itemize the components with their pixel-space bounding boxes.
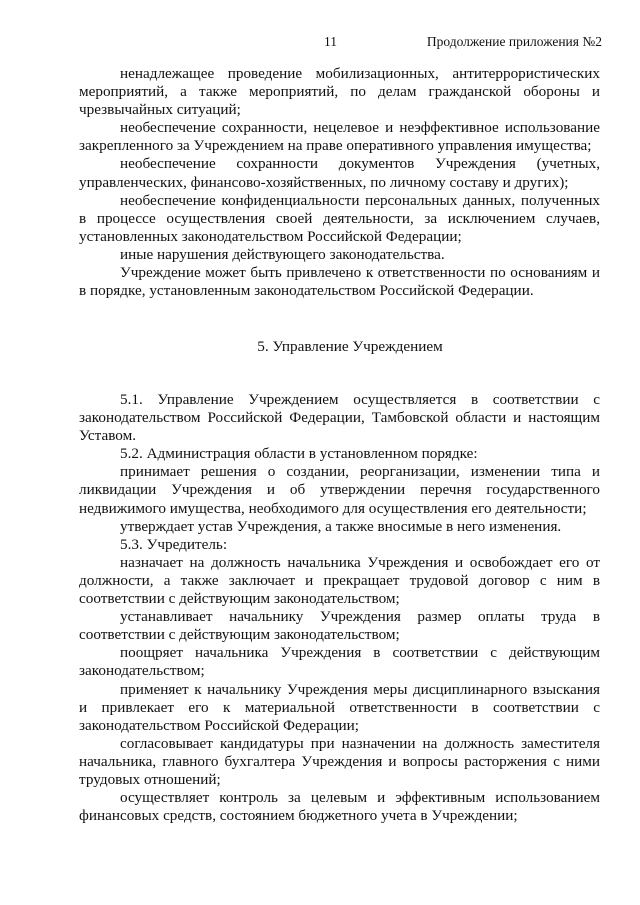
paragraph: поощряет начальника Учреждения в соответствии с действующим законодательством; (79, 644, 600, 680)
paragraph: согласовывает кандидатуры при назначении на должность заместителя начальника, главного бухгалтера Учреждения и вопросы расторжения с ними трудовых отношений; (79, 734, 600, 788)
paragraph: устанавливает начальнику Учреждения размер оплаты труда в соответствии с действующим законодательством; (79, 608, 600, 644)
paragraph: необеспечение сохранности, нецелевое и неэффективное использование закрепленного за Учреждением на праве оперативного управления имущества; (79, 119, 600, 155)
paragraph: утверждает устав Учреждения, а также вносимые в него изменения. (120, 517, 562, 535)
paragraph: иные нарушения действующего законодательства. (120, 245, 445, 263)
paragraph: Учреждение может быть привлечено к ответственности по основаниям и в порядке, установленным законодательством Российской Федерации. (79, 264, 600, 300)
paragraph: 5.3. Учредитель: (120, 535, 228, 553)
paragraph: 5.1. Управление Учреждением осуществляется в соответствии с законодательством Российской Федерации, Тамбовской области и настоящим Уставом. (79, 391, 600, 445)
appendix-continuation-note: Продолжение приложения №2 (426, 34, 602, 49)
page-number: 11 (324, 34, 337, 49)
paragraph: принимает решения о создании, реорганизации, изменении типа и ликвидации Учреждения и об утверждении перечня государственного недвижимого имущества, необходимого для осуществления его деятельности; (79, 463, 600, 517)
liability-list (79, 65, 600, 300)
paragraph: назначает на должность начальника Учреждения и освобождает его от должности, а также заключает и прекращает трудовой договор с ним в соответствии с действующим законодательством; (79, 553, 600, 608)
paragraph: осуществляет контроль за целевым и эффективным использованием финансовых средств, состоянием бюджетного учета в Учреждении; (79, 789, 600, 825)
section-heading: 5. Управление Учреждением (257, 338, 443, 355)
paragraph: необеспечение конфиденциальности персональных данных, полученных в процессе осуществления своей деятельности, за исключением случаев, установленных законодательством Российской Федерации; (79, 191, 600, 245)
paragraph: необеспечение сохранности документов Учреждения (учетных, управленческих, финансово-хозяйственных, по личному составу и других); (79, 155, 600, 191)
management-section (79, 391, 600, 825)
paragraph: ненадлежащее проведение мобилизационных, антитеррористических мероприятий, а также мероприятий, по делам гражданской обороны и чрезвычайных ситуаций; (79, 65, 600, 119)
paragraph: применяет к начальнику Учреждения меры дисциплинарного взыскания и привлекает его к материальной ответственности в соответствии с законодательством Российской Федерации; (79, 680, 600, 734)
paragraph: 5.2. Администрация области в установленном порядке: (120, 445, 478, 463)
